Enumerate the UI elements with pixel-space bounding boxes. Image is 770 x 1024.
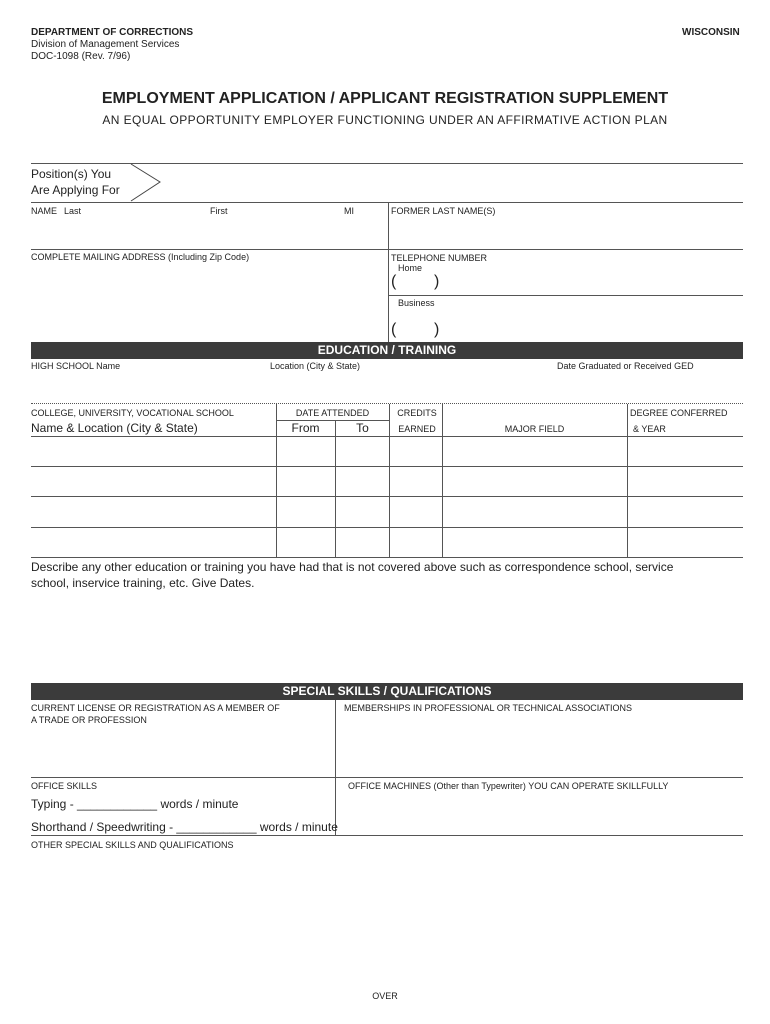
state-name: WISCONSIN — [682, 27, 740, 38]
typing-speed-field[interactable]: Typing - ____________ words / minute — [31, 797, 239, 811]
position-input[interactable] — [161, 170, 743, 196]
education-section-header: EDUCATION / TRAINING — [31, 342, 743, 359]
divider — [31, 403, 743, 404]
mailing-address-input[interactable] — [31, 264, 386, 340]
divider — [31, 557, 743, 558]
divider — [388, 202, 389, 342]
skills-section-header: SPECIAL SKILLS / QUALIFICATIONS — [31, 683, 743, 700]
other-education-prompt-line1: Describe any other education or training you have had that is not covered above such as correspondence school, service — [31, 560, 674, 574]
shorthand-speed-field[interactable]: Shorthand / Speedwriting - ____________ words / minute — [31, 820, 338, 834]
divider — [31, 835, 743, 836]
first-name-label: First — [210, 206, 228, 216]
divider — [335, 700, 336, 835]
from-label: From — [291, 421, 320, 435]
education-row[interactable] — [31, 497, 743, 526]
business-area-code-open: ( — [391, 321, 397, 338]
college-name-location-label: Name & Location (City & State) — [31, 421, 198, 435]
education-row[interactable] — [31, 528, 743, 557]
divider — [31, 202, 743, 203]
telephone-label: TELEPHONE NUMBER — [391, 253, 488, 263]
division-name: Division of Management Services — [31, 39, 180, 50]
other-education-prompt-line2: school, inservice training, etc. Give Dates. — [31, 576, 255, 590]
divider — [389, 295, 743, 296]
college-label: COLLEGE, UNIVERSITY, VOCATIONAL SCHOOL — [31, 408, 234, 418]
date-attended-label: DATE ATTENDED — [295, 408, 370, 418]
other-education-input[interactable] — [31, 594, 743, 680]
degree-year-label: & YEAR — [633, 424, 666, 434]
mailing-address-label: COMPLETE MAILING ADDRESS (Including Zip Code) — [31, 252, 250, 262]
former-last-names-label: FORMER LAST NAME(S) — [391, 206, 496, 216]
high-school-location-label: Location (City & State) — [270, 361, 361, 371]
business-phone-label: Business — [398, 298, 435, 308]
position-label-line2: Are Applying For — [31, 183, 120, 197]
other-skills-label: OTHER SPECIAL SKILLS AND QUALIFICATIONS — [31, 840, 234, 850]
home-area-code-close: ) — [434, 273, 440, 290]
to-label: To — [356, 421, 369, 435]
page-footer-over: OVER — [372, 991, 398, 1001]
position-label-line1: Position(s) You — [31, 167, 112, 181]
license-input[interactable] — [31, 728, 333, 776]
arrow-icon — [130, 163, 162, 203]
education-row[interactable] — [31, 467, 743, 496]
home-phone-label: Home — [398, 263, 423, 273]
name-label: NAME — [31, 206, 58, 216]
credits-label: CREDITS — [397, 408, 437, 418]
office-machines-input[interactable] — [338, 793, 742, 833]
earned-label: EARNED — [398, 424, 436, 434]
major-field-label: MAJOR FIELD — [504, 424, 565, 434]
office-machines-label: OFFICE MACHINES (Other than Typewriter) YOU CAN OPERATE SKILLFULLY — [348, 781, 669, 791]
high-school-input[interactable] — [31, 373, 741, 401]
memberships-label: MEMBERSHIPS IN PROFESSIONAL OR TECHNICAL ASSOCIATIONS — [344, 703, 633, 713]
business-area-code-close: ) — [434, 321, 440, 338]
office-skills-label: OFFICE SKILLS — [31, 781, 98, 791]
home-phone-input[interactable] — [400, 274, 740, 292]
other-skills-input[interactable] — [31, 853, 743, 978]
education-row[interactable] — [31, 437, 743, 466]
date-graduated-label: Date Graduated or Received GED — [557, 361, 694, 371]
home-area-code-open: ( — [391, 273, 397, 290]
license-label-line1: CURRENT LICENSE OR REGISTRATION AS A MEMBER OF — [31, 703, 280, 713]
former-last-names-input[interactable] — [391, 218, 741, 246]
memberships-input[interactable] — [338, 716, 742, 776]
name-input[interactable] — [31, 218, 386, 246]
license-label-line2: A TRADE OR PROFESSION — [31, 715, 147, 725]
business-phone-input[interactable] — [400, 320, 740, 338]
divider — [31, 777, 743, 778]
form-number: DOC-1098 (Rev. 7/96) — [31, 51, 131, 62]
degree-conferred-label: DEGREE CONFERRED — [630, 408, 728, 418]
middle-initial-label: MI — [344, 206, 354, 216]
divider — [31, 249, 743, 250]
page-subtitle: AN EQUAL OPPORTUNITY EMPLOYER FUNCTIONING UNDER AN AFFIRMATIVE ACTION PLAN — [102, 113, 668, 127]
department-name: DEPARTMENT OF CORRECTIONS — [31, 27, 194, 38]
page-title: EMPLOYMENT APPLICATION / APPLICANT REGISTRATION SUPPLEMENT — [101, 90, 669, 107]
high-school-name-label: HIGH SCHOOL Name — [31, 361, 121, 371]
last-name-label: Last — [64, 206, 82, 216]
